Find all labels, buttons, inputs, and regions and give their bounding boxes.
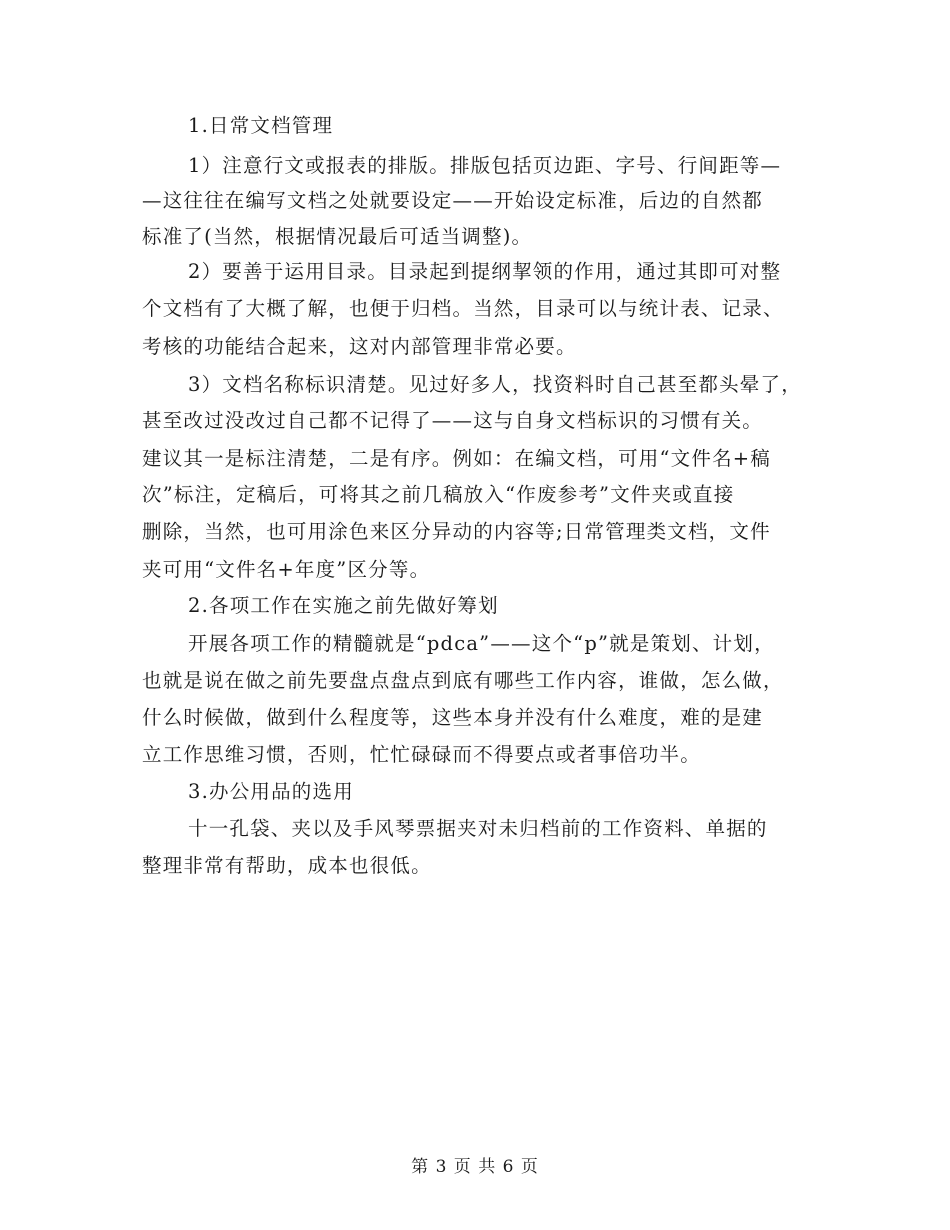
- heading-daily-document-management: 1.日常文档管理: [188, 114, 334, 137]
- paragraph-line: 3）文档名称标识清楚。见过好多人，找资料时自己甚至都头晕了，: [188, 373, 802, 396]
- paragraph-line: 立工作思维习惯，否则，忙忙碌碌而不得要点或者事倍功半。: [142, 743, 701, 766]
- paragraph-line: 个文档有了大概了解，也便于归档。当然，目录可以与统计表、记录、: [142, 297, 784, 320]
- paragraph-line: 建议其一是标注清楚，二是有序。例如：在编文档，可用“文件名+稿: [142, 447, 772, 470]
- paragraph-line: 什么时候做，做到什么程度等，这些本身并没有什么难度，难的是建: [142, 706, 764, 729]
- heading-office-supplies: 3.办公用品的选用: [188, 780, 354, 803]
- paragraph-line: 甚至改过没改过自己都不记得了——这与自身文档标识的习惯有关。: [142, 409, 764, 432]
- paragraph-line: 标准了(当然，根据情况最后可适当调整)。: [142, 225, 533, 248]
- paragraph-line: 次”标注，定稿后，可将其之前几稿放入“作废参考”文件夹或直接: [142, 483, 735, 506]
- paragraph-line: 考核的功能结合起来，这对内部管理非常必要。: [142, 335, 577, 358]
- paragraph-line: 也就是说在做之前先要盘点盘点到底有哪些工作内容，谁做，怎么做，: [142, 669, 784, 692]
- page-number-footer: 第 3 页 共 6 页: [411, 1157, 539, 1177]
- paragraph-line: 开展各项工作的精髓就是“pdca”——这个“p”就是策划、计划，: [188, 632, 775, 655]
- paragraph-line: 十一孔袋、夹以及手风琴票据夹对未归档前的工作资料、单据的: [188, 817, 768, 840]
- paragraph-line: 2）要善于运用目录。目录起到提纲挈领的作用，通过其即可对整: [188, 260, 782, 283]
- paragraph-line: 夹可用“文件名+年度”区分等。: [142, 558, 431, 581]
- heading-work-planning: 2.各项工作在实施之前先做好筹划: [188, 594, 499, 617]
- paragraph-line: —这往往在编写文档之处就要设定——开始设定标准，后边的自然都: [142, 189, 764, 212]
- paragraph-line: 整理非常有帮助，成本也很低。: [142, 854, 432, 877]
- paragraph-line: 删除，当然，也可用涂色来区分异动的内容等;日常管理类文档，文件: [142, 520, 771, 543]
- paragraph-line: 1）注意行文或报表的排版。排版包括页边距、字号、行间距等—: [188, 154, 782, 177]
